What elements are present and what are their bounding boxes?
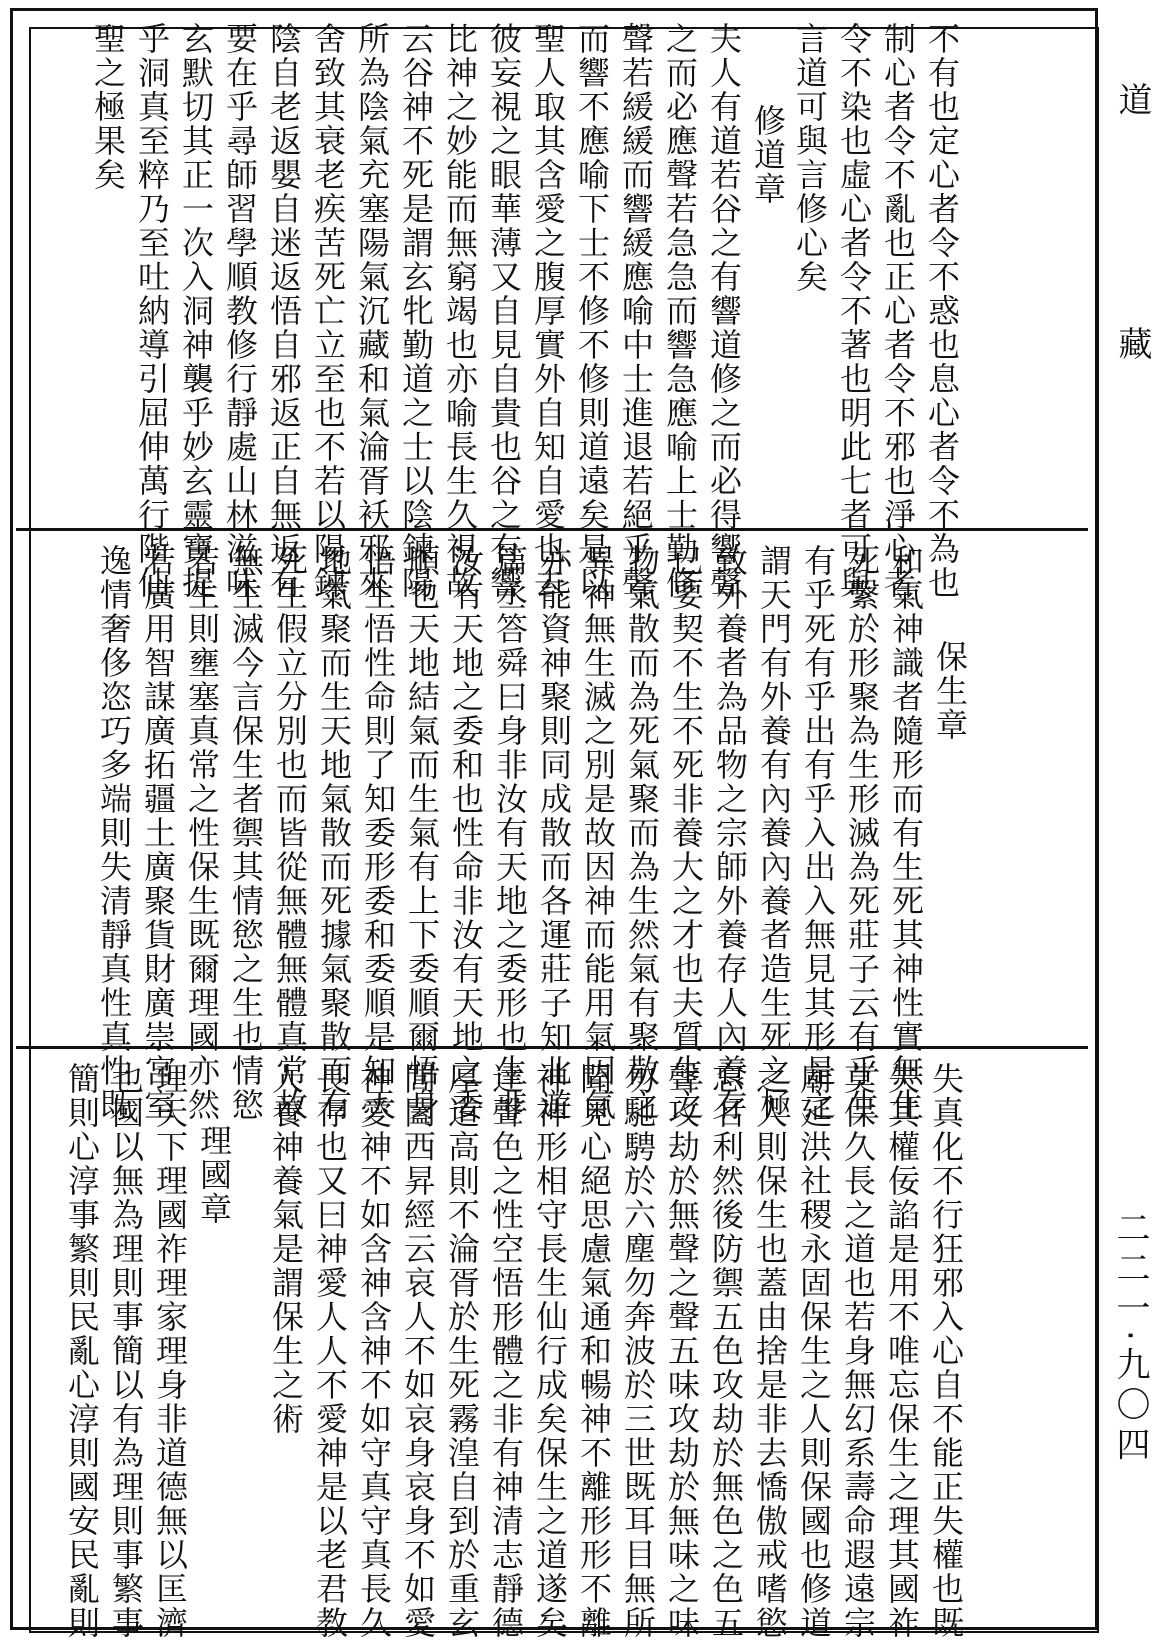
text-column: 乎洞真至粹乃至吐納導引屈伸萬行階仙 (133, 22, 171, 600)
text-column: 人養神養氣是謂保生之術 (267, 1062, 305, 1436)
text-column: 夫人有道若谷之有響道修之而必得響聲 (705, 22, 743, 600)
text-column: 達聲色之性空悟形體之非有神清志靜德 (487, 1062, 525, 1640)
text-column: 而響不應喻下士不修不修則道遠矣是以 (573, 22, 611, 600)
text-column: 之而必應聲若急急而響急應喻上士勤修 (661, 22, 699, 600)
text-column: 若生則壅塞真常之性保生既爾理國亦然 (183, 544, 221, 1122)
text-column: 聖人取其含愛之腹厚實外自知自愛也去 (529, 22, 567, 600)
collection-title: 道藏 (1112, 82, 1152, 570)
text-column: 厚道高則不淪胥於生死霧湟自到於重玄 (443, 1062, 481, 1640)
text-column: 逸情奢侈恣巧多端則失清靜真性真性既 (95, 544, 133, 1122)
text-column: 謂天門有外養有內養內養者造生死之極 (755, 544, 793, 1122)
text-column: 長存也又曰神愛人人不愛神是以老君教 (311, 1062, 349, 1640)
text-column: 失其權佞諂是用不唯忘保生之理其國祚 (883, 1062, 921, 1640)
text-column: 制心者令不亂也正心者令不邪也淨心者 (879, 22, 917, 600)
text-column: 令不染也虛心者令不著也明此七者可與 (835, 22, 873, 600)
text-column: 已要契不生不死非養大之才也夫質生之 (667, 544, 705, 1122)
text-column: 閭闔西昇經云哀人不如哀身哀身不如愛 (399, 1062, 437, 1640)
text-column: 有乎死有乎出有乎入出入無見其形是之 (799, 544, 837, 1122)
chapter-title: 理國章 (195, 1124, 233, 1226)
text-column: 比神之妙能而無窮竭也亦喻長生久視故 (441, 22, 479, 600)
text-column: 順也天地結氣而生氣有上下委順爾悟身 (403, 544, 441, 1122)
text-column: 廟延洪社稷永固保生之人則保國也修道 (795, 1062, 833, 1640)
text-column: 忘名利然後防禦五色攻劫於無色之色五 (707, 1062, 745, 1640)
text-column: 聖之極果矣 (89, 22, 127, 192)
text-column: 也國以無為理則事簡以有為理則事繁事 (107, 1062, 145, 1640)
text-column: 物氣散而為死氣聚而為生然氣有聚散之 (623, 544, 661, 1122)
text-column: 彼妄視之眼華薄又自見自貴也谷之有響 (485, 22, 523, 600)
text-column: 云谷神不死是謂玄牝勤道之士以陰鍊陽 (397, 22, 435, 600)
text-column: 之人則保生也蓋由捨是非去憍傲戒嗜慾 (751, 1062, 789, 1640)
text-column: 勿馳騁於六塵勿奔波於三世既耳目無所 (619, 1062, 657, 1640)
text-column: 聞見心絕思慮氣通和暢神不離形形不離 (575, 1062, 613, 1640)
text-column: 無生滅今言保生者禦其情慾之生也情慾 (227, 544, 265, 1122)
text-column: 聲攻劫於無聲之聲五味攻劫於無味之味 (663, 1062, 701, 1640)
text-column: 地氣聚而生天地氣散而死據氣聚散而有 (315, 544, 353, 1122)
text-column: 神神形相守長生仙行成矣保生之道遂矣 (531, 1062, 569, 1640)
text-column: 莫保久長之道也若身無幻系壽命遐遠宗 (839, 1062, 877, 1640)
text-column: 要在乎尋師習學順教修行靜處山林滋味 (221, 22, 259, 600)
text-column: 簡則心淳事繁則民亂心淳則國安民亂則 (63, 1062, 101, 1640)
text-column: 汝有天地之委和也性命非汝有天地之委 (447, 544, 485, 1122)
chapter-title: 保生章 (931, 640, 969, 742)
text-column: 悟生悟性命則了知委形委和委順是知天 (359, 544, 397, 1122)
text-column: 言道可與言修心矣 (791, 22, 829, 294)
text-column: 死生假立分別也而皆從無體無體真常故 (271, 544, 309, 1122)
text-column: 所為陰氣充塞陽氣沉藏和氣淪胥袄邪來 (353, 22, 391, 600)
text-column: 舍致其衰老疾苦死亡立至也不若以陽鍊 (309, 22, 347, 600)
text-column: 異神無生滅之別是故因神而能用氣因氣 (579, 544, 617, 1122)
text-column: 篇丞答舜曰身非汝有天地之委形也生非 (491, 544, 529, 1122)
text-column: 和氣神識者隨形而有生死其神性實無生 (887, 544, 925, 1122)
text-column: 亦能資神聚則同成散而各運莊子知北遊 (535, 544, 573, 1122)
text-column: 陰自老返嬰自迷返悟自邪返正自無返有 (265, 22, 303, 600)
text-column: 失真化不行狂邪入心自不能正失權也既 (927, 1062, 965, 1640)
text-column: 聲若緩緩而響緩應喻中士進退若絕乎聲 (617, 22, 655, 600)
page-number: 二二一·九〇四 (1110, 1210, 1150, 1467)
text-column: 玄默切其正一次入洞神襲乎妙玄靈寶提 (177, 22, 215, 600)
text-column: 死繫於形聚為生形滅為死莊子云有乎生 (843, 544, 881, 1122)
text-column: 神愛神不如含神含神不如守真守真長久 (355, 1062, 393, 1640)
text-column: 不有也定心者令不惑也息心者令不為也 (923, 22, 961, 600)
text-column: 若廣用智謀廣拓疆土廣聚貨財廣崇宮室 (139, 544, 177, 1122)
chapter-title: 修道章 (749, 104, 787, 206)
text-column: 理天下理國祚理家理身非道德無以匡濟 (151, 1062, 189, 1640)
text-column: 致外養者為品物之宗師外養存人內養存 (711, 544, 749, 1122)
